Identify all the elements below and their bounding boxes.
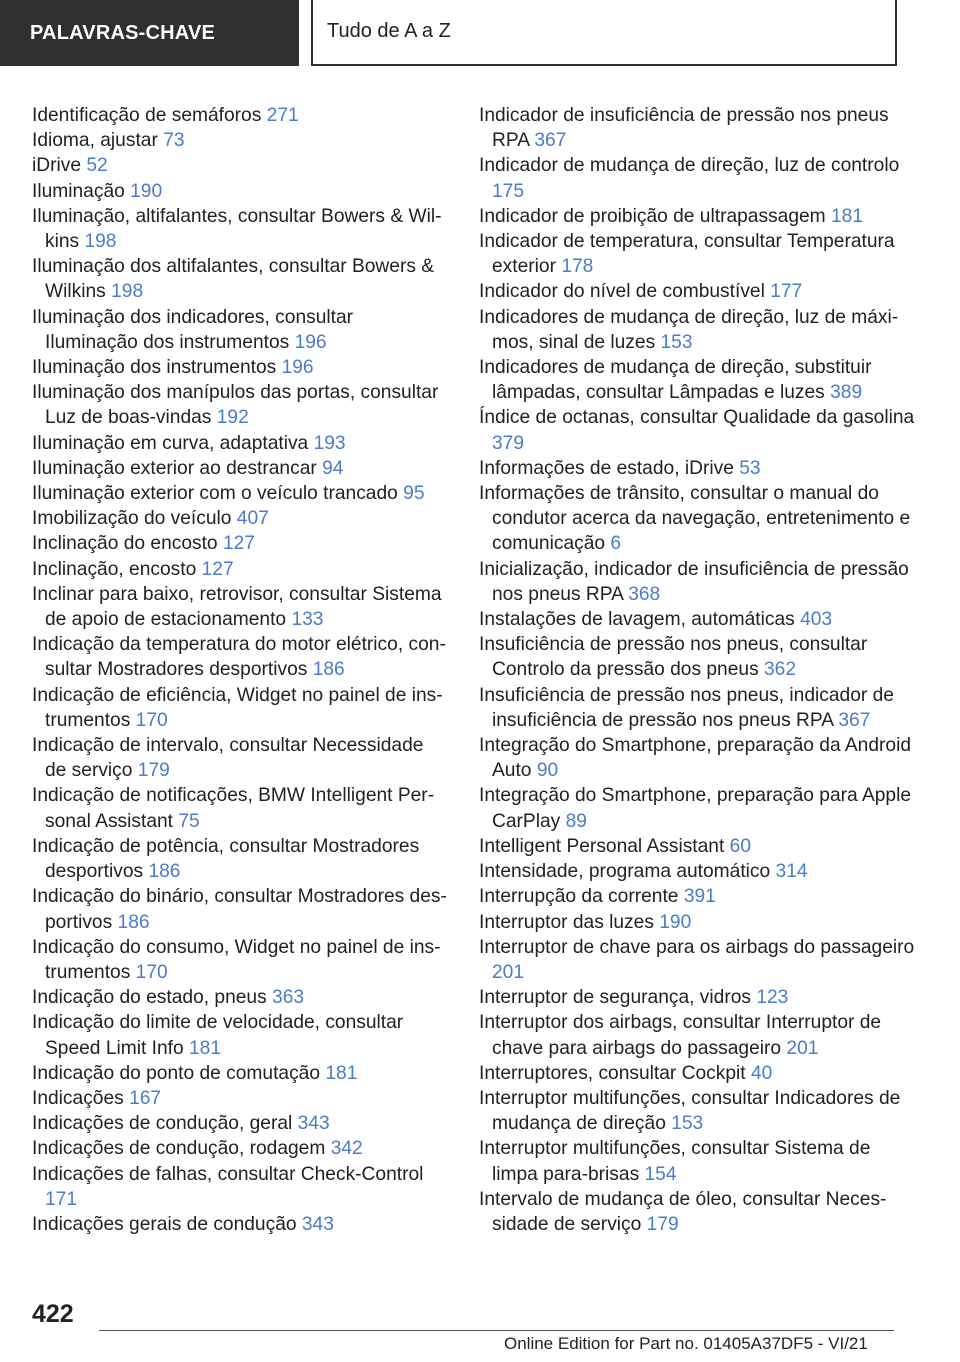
page-reference-link[interactable]: 154 [644,1163,677,1185]
index-term: Intensidade, programa automático [479,861,771,883]
page-reference-link[interactable]: 343 [297,1113,330,1135]
edition-note: Online Edition for Part no. 01405A37DF5 - VI/21 [504,1334,868,1353]
index-entry [479,859,919,884]
page-reference-link[interactable]: 379 [492,432,525,454]
index-term: Imobilização do veículo [32,508,232,530]
index-entry [479,405,919,455]
index-entry [32,733,450,783]
index-entry [479,153,919,203]
index-term: Interruptor de segurança, vidros [479,987,751,1009]
index-entry [479,683,919,733]
index-term: Interruptor dos airbags, consultar Interruptor de chave para airbags do passageiro [479,1012,882,1059]
page-reference-link[interactable]: 153 [671,1113,704,1135]
index-term: Indicação do ponto de comutação [32,1062,321,1084]
index-term: Indicador de proibição de ultrapassagem [479,205,826,227]
index-term: Indicações de condução, rodagem [32,1138,326,1160]
index-term: Indicações de falhas, consultar Check-Control [32,1163,424,1185]
index-entry [32,1212,450,1237]
page-reference-link[interactable]: 133 [291,609,324,631]
index-term: Integração do Smartphone, preparação da Android Auto [479,735,912,782]
index-entry [32,179,450,204]
index-term: Interrupção da corrente [479,886,679,908]
page-header [0,0,960,66]
index-entry [479,279,919,304]
index-entry [479,834,919,859]
index-entry [479,1010,919,1060]
page-reference-link[interactable]: 196 [294,331,327,353]
index-term: Interruptor multifunções, consultar Indicadores de mudança de direção [479,1087,901,1135]
index-entry [32,985,450,1010]
index-term: Indicadores de mudança de direção, luz de máximos, sinal de luzes [479,306,899,353]
page-reference-link[interactable]: 90 [536,760,559,782]
page-reference-link[interactable]: 343 [301,1213,334,1235]
page-number: 422 [32,1300,74,1328]
index-term: Inicialização, indicador de insuficiência de pressão nos pneus RPA [479,558,909,605]
index-term: Indicador de mudança de direção, luz de controlo [479,155,900,177]
index-entry [479,733,919,783]
page-reference-link[interactable]: 391 [683,886,716,908]
index-term: Indicador de temperatura, consultar Temperatura exterior [479,231,895,278]
page-reference-link[interactable]: 363 [272,987,305,1009]
page-reference-link[interactable]: 127 [222,533,255,555]
index-term: iDrive [32,155,82,177]
page-reference-link[interactable]: 367 [838,709,871,731]
page-reference-link[interactable]: 186 [312,659,345,681]
index-term: Indicações [32,1087,124,1109]
index-entry [479,1187,919,1237]
page-reference-link[interactable]: 127 [201,558,234,580]
page-reference-link[interactable]: 201 [786,1037,819,1059]
page-reference-link[interactable]: 95 [403,483,425,505]
index-entry [479,985,919,1010]
index-term: Iluminação, altifalantes, consultar Bowers & Wilkins [32,205,442,253]
page-reference-link[interactable]: 193 [313,432,346,454]
index-entry [32,506,450,531]
index-term: Índice de octanas, consultar Qualidade da gasolina [479,407,915,429]
page-reference-link[interactable]: 362 [764,659,797,681]
index-entry [32,834,450,884]
index-entry [479,456,919,481]
page-reference-link[interactable]: 170 [135,961,168,983]
index-entry [32,1162,450,1212]
index-entry [32,531,450,556]
page-reference-link[interactable]: 6 [610,533,622,555]
index-entry [32,632,450,682]
index-entry [32,456,450,481]
index-term: Indicadores de mudança de direção, substituir lâmpadas, consultar Lâmpadas e luzes [479,357,872,404]
page-reference-link[interactable]: 192 [216,407,249,429]
index-term: Indicador de insuficiência de pressão nos pneus RPA [479,105,889,152]
index-term: Iluminação dos altifalantes, consultar Bowers & Wilkins [32,256,435,303]
index-column-left [32,103,450,1237]
page-reference-link[interactable]: 342 [330,1138,363,1160]
index-entry [32,884,450,934]
index-term: Interruptores, consultar Cockpit [479,1062,746,1084]
index-term: Interruptor de chave para os airbags do passageiro [479,936,915,958]
index-term: Interruptor multifunções, consultar Sistema de limpa para-brisas [479,1138,871,1185]
page-reference-link[interactable]: 367 [534,130,567,152]
footer-divider [99,1330,894,1331]
page-reference-link[interactable]: 73 [163,130,185,152]
index-entry [32,1136,450,1161]
page-reference-link[interactable]: 198 [84,231,117,253]
index-term: Indicação de eficiência, Widget no painel de instrumentos [32,684,443,731]
page-reference-link[interactable]: 198 [111,281,144,303]
index-term: Inclinação do encosto [32,533,218,555]
page-reference-link[interactable]: 314 [775,861,808,883]
page-reference-link[interactable]: 403 [800,609,833,631]
index-entry [479,910,919,935]
index-entry [32,783,450,833]
index-entry [479,204,919,229]
index-term: Iluminação dos manípulos das portas, consultar Luz de boas-vindas [32,382,439,429]
page-reference-link[interactable]: 175 [492,180,525,202]
index-term: Iluminação dos instrumentos [32,357,277,379]
index-term: Indicação de notificações, BMW Intelligent Personal Assistant [32,785,435,832]
page-reference-link[interactable]: 181 [325,1062,358,1084]
index-term: Intervalo de mudança de óleo, consultar Necessidade de serviço [479,1188,887,1235]
page-reference-link[interactable]: 170 [135,709,168,731]
index-term: Indicação do binário, consultar Mostradores desportivos [32,886,447,933]
page-reference-link[interactable]: 190 [659,911,692,933]
page-reference-link[interactable]: 389 [830,382,863,404]
index-entry [479,103,919,153]
index-term: Interruptor das luzes [479,911,654,933]
index-entry [479,607,919,632]
index-term: Inclinação, encosto [32,558,197,580]
index-entry [32,1010,450,1060]
index-entry [479,229,919,279]
page-reference-link[interactable]: 94 [322,457,344,479]
page-reference-link[interactable]: 190 [130,180,163,202]
page-reference-link[interactable]: 60 [729,835,752,857]
index-term: Indicação do limite de velocidade, consultar Speed Limit Info [32,1012,404,1059]
index-column-right [479,103,919,1237]
index-term: Iluminação dos indicadores, consultar Iluminação dos instrumentos [32,306,354,353]
index-entry [32,683,450,733]
index-entry [32,153,450,178]
index-entry [479,935,919,985]
index-entry [479,355,919,405]
index-entry [479,305,919,355]
index-term: Identificação de semáforos [32,105,262,126]
index-term: Iluminação em curva, adaptativa [32,432,309,454]
index-entry [32,128,450,153]
page-reference-link[interactable]: 407 [236,508,269,530]
page-reference-link[interactable]: 196 [281,357,314,379]
page-reference-link[interactable]: 123 [756,987,789,1009]
index-entry [479,557,919,607]
index-term: Indicação do estado, pneus [32,987,267,1009]
index-entry [32,204,450,254]
page-reference-link[interactable]: 40 [750,1062,773,1084]
index-entry [32,557,450,582]
page-reference-link[interactable]: 271 [266,105,299,126]
page-reference-link[interactable]: 368 [628,583,661,605]
index-entry [32,1086,450,1111]
index-term: Insuficiência de pressão nos pneus, indicador de insuficiência de pressão nos pneus RPA [479,684,894,731]
index-entry [32,481,450,506]
page-reference-link[interactable]: 167 [129,1087,162,1109]
section-tab: PALAVRAS-CHAVE [0,0,299,66]
index-term: Inclinar para baixo, retrovisor, consultar Sistema de apoio de estacionamento [32,583,442,631]
index-entry [32,355,450,380]
index-term: Instalações de lavagem, automáticas [479,609,795,631]
index-term: Indicação de intervalo, consultar Necessidade de serviço [32,735,424,782]
index-term: Informações de estado, iDrive [479,457,734,479]
index-entry [32,431,450,456]
index-term: Idioma, ajustar [32,130,158,152]
index-term: Indicação da temperatura do motor elétrico, consultar Mostradores desportivos [32,634,446,681]
page-reference-link[interactable]: 178 [561,256,594,278]
index-entry [479,1061,919,1086]
index-entry [32,1061,450,1086]
index-term: Informações de trânsito, consultar o manual do condutor acerca da navegação, entretenimento e comunicação [479,483,911,555]
index-term: Indicações gerais de condução [32,1213,297,1235]
index-entry [479,783,919,833]
page-reference-link[interactable]: 186 [148,861,181,883]
index-entry [479,481,919,557]
page-reference-link[interactable]: 179 [137,760,170,782]
page-reference-link[interactable]: 179 [646,1213,679,1235]
page-reference-link[interactable]: 75 [178,810,200,832]
page-reference-link[interactable]: 89 [565,810,587,832]
page-reference-link[interactable]: 201 [492,961,525,983]
page-reference-link[interactable]: 171 [45,1188,78,1210]
index-term: Indicação de potência, consultar Mostradores desportivos [32,835,420,883]
index-entry [32,305,450,355]
index-term: Iluminação exterior ao destrancar [32,457,317,479]
index-entry [32,254,450,304]
index-entry [32,582,450,632]
index-entry [479,884,919,909]
index-term: Iluminação [32,180,125,202]
index-term: Indicação do consumo, Widget no painel de instrumentos [32,936,441,983]
index-term: Iluminação exterior com o veículo trancado [32,483,398,505]
index-entry [32,935,450,985]
index-term: Insuficiência de pressão nos pneus, consultar Controlo da pressão dos pneus [479,634,868,681]
index-entry [32,103,450,128]
index-entry [32,1111,450,1136]
chapter-title: Tudo de A a Z [311,0,897,66]
index-term: Intelligent Personal Assistant [479,835,725,857]
index-entry [479,632,919,682]
page-reference-link[interactable]: 53 [739,457,761,479]
index-entry [479,1086,919,1136]
page-reference-link[interactable]: 177 [770,281,803,303]
index-term: Indicações de condução, geral [32,1113,293,1135]
page-reference-link[interactable]: 186 [117,911,150,933]
index-entry [479,1136,919,1186]
page-reference-link[interactable]: 153 [660,331,693,353]
index-term: Integração do Smartphone, preparação para Apple CarPlay [479,785,912,832]
index-term: Indicador do nível de combustível [479,281,765,303]
page-reference-link[interactable]: 181 [189,1037,222,1059]
page-reference-link[interactable]: 52 [86,155,108,177]
index-entry [32,380,450,430]
page-reference-link[interactable]: 181 [831,205,864,227]
